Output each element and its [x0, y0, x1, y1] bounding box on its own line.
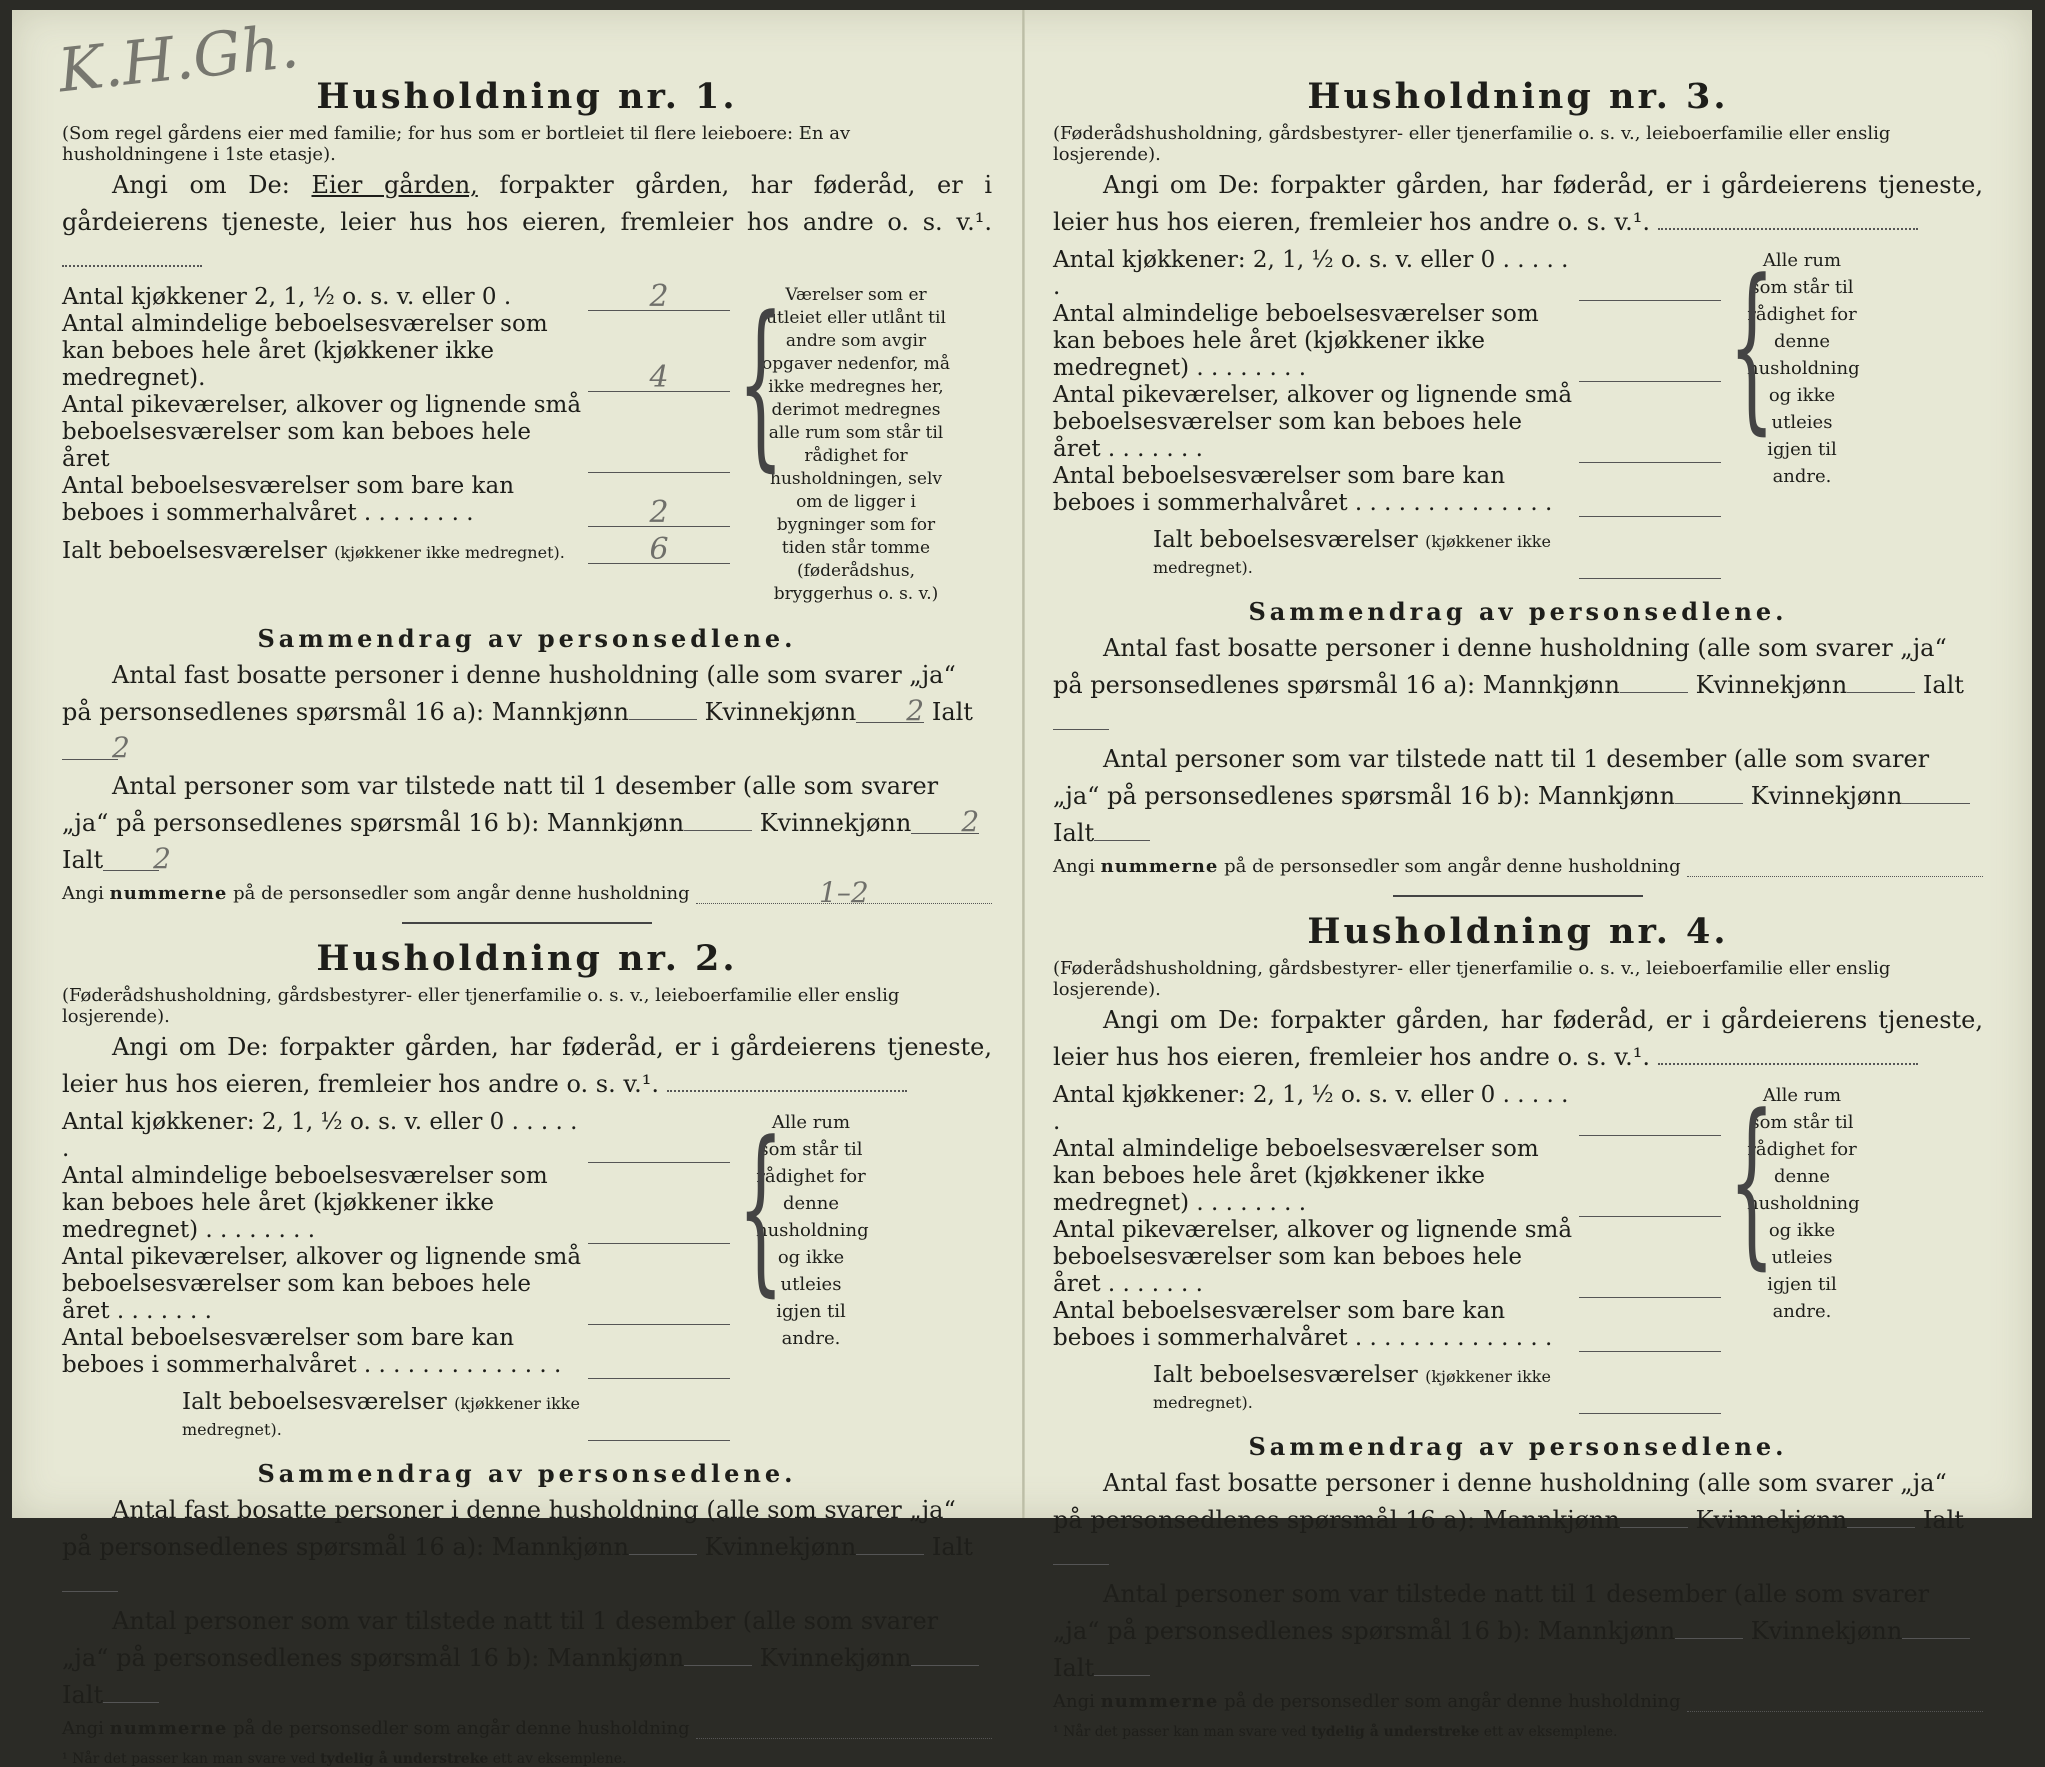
nummer-value[interactable] — [1687, 856, 1983, 877]
room-value[interactable]: 4 — [588, 365, 730, 392]
kvinne-a[interactable]: 2 — [856, 700, 924, 723]
ialt-value[interactable] — [588, 1414, 730, 1441]
room-value[interactable]: 2 — [588, 500, 730, 527]
household-2 — [62, 924, 992, 1767]
room-value[interactable] — [588, 1352, 730, 1379]
room-value[interactable] — [588, 446, 730, 473]
mann-b[interactable] — [1675, 1616, 1743, 1639]
ialt-b[interactable]: 2 — [103, 848, 159, 871]
ialt-b[interactable] — [103, 1680, 159, 1703]
household-3 — [1053, 10, 1983, 897]
room-value[interactable] — [588, 1298, 730, 1325]
nummer-value[interactable]: 1–2 — [696, 883, 992, 904]
ialt-label: Ialt beboelsesværelser — [62, 538, 327, 564]
nummer-line: Angi nummerne på de personsedler som angår denne husholdning — [1053, 856, 1983, 877]
room-line-label: Antal kjøkkener: 2, 1, ½ o. s. v. eller 0 . . . . . . — [1053, 247, 1569, 300]
brace-note: Alle rum som står til rådighet for denne husholdning og ikke utleies igjen til andre. — [1747, 1085, 1860, 1322]
rooms-block: Antal kjøkkener 2, 1, ½ o. s. v. eller 0 . 2 Antal almindelige beboelsesværelser som kan beboes hele året (kjøkkener ikke medregnet). 4 Antal pikeværelser, alkover og lignende små beboelsesværelser som kan beboes hele året Antal beboelsesværelser som bare kan beboes i sommerhalvåret . . . . . . . . 2 Ialt beboelsesværelser (kjøkkener ikke medregnet). 6 { Værelser som er utleiet eller utlånt til andre som avgir opgaver nedenfor, må ikke medregnes her, derimot medregnes alle rum som står til rådighet for husholdningen, selv om de ligger i bygninger som for tiden står tomme (føderådshus, bryggerhus o. s. v.) — [62, 284, 992, 606]
room-value[interactable] — [588, 1136, 730, 1163]
room-line-label: Antal beboelsesværelser som bare kan beboes i sommerhalvåret . . . . . . . . . . . . . . — [62, 1325, 562, 1378]
room-value[interactable]: 2 — [588, 284, 730, 311]
summary-block: Sammendrag av personsedlene. Antal fast bosatte personer i denne husholdning (alle som svarer „ja“ på personsedlenes spørsmål 16 a): Mannkjønn Kvinnekjønn Ialt Antal personer som var tilstede natt til 1 desember (alle som svarer „ja“ på personsedlenes spørsmål 16 b): Mannkjønn Kvinnekjønn Ialt Angi nummerne på de personsedler som angår denne husholdning ¹ Når det passer kan man svare ved tydelig å understreke ett av eksemplene. — [62, 1459, 992, 1767]
summary-title: Sammendrag av personsedlene. — [257, 624, 797, 653]
household-subtitle: (Føderådshusholdning, gårdsbestyrer- eller tjenerfamilie o. s. v., leieboerfamilie eller enslig losjerende). — [62, 985, 900, 1027]
mann-b[interactable] — [1675, 781, 1743, 804]
ialt-label: Ialt beboelsesværelser — [1153, 527, 1418, 553]
room-value[interactable] — [1579, 1109, 1721, 1136]
summary-title: Sammendrag av personsedlene. — [257, 1459, 797, 1488]
room-value[interactable] — [1579, 490, 1721, 517]
ialt-label: Ialt beboelsesværelser — [182, 1389, 447, 1415]
household-subtitle: (Føderådshusholdning, gårdsbestyrer- eller tjenerfamilie o. s. v., leieboerfamilie eller enslig losjerende). — [1053, 123, 1891, 165]
room-line-label: Antal pikeværelser, alkover og lignende små beboelsesværelser som kan beboes hele året . . . . . . . — [1053, 382, 1573, 462]
brace-note: Alle rum som står til rådighet for denne husholdning og ikke utleies igjen til andre. — [1747, 250, 1860, 487]
kvinne-a[interactable] — [856, 1532, 924, 1555]
ialt-a[interactable]: 2 — [62, 737, 118, 760]
kvinne-a[interactable] — [1847, 1505, 1915, 1528]
summary-title: Sammendrag av personsedlene. — [1248, 597, 1788, 626]
footnote: ¹ Når det passer kan man svare ved tydelig å understreke ett av eksemplene. — [1053, 1724, 1618, 1740]
ialt-b[interactable] — [1094, 818, 1150, 841]
nummer-value[interactable] — [696, 1718, 992, 1739]
household-1 — [62, 10, 992, 924]
ialt-value[interactable]: 6 — [588, 537, 730, 564]
room-line-label: Antal beboelsesværelser som bare kan beboes i sommerhalvåret . . . . . . . . . . . . . . — [1053, 463, 1553, 516]
mann-b[interactable] — [684, 1643, 752, 1666]
brace: { — [1728, 1077, 1775, 1286]
brace: { — [737, 279, 784, 488]
household-title: Husholdning nr. 3. — [1307, 76, 1729, 117]
nummer-line: Angi nummerne på de personsedler som angår denne husholdning — [62, 1718, 992, 1739]
brace: { — [737, 1104, 784, 1313]
household-subtitle: (Som regel gårdens eier med familie; for hus som er bortleiet til flere leieboere: En av husholdningene i 1ste etasje). — [62, 123, 851, 165]
nummer-value[interactable] — [1687, 1691, 1983, 1712]
angi-status: Angi om De: forpakter gården, har føderåd, er i gårdeierens tjeneste, leier hus hos eieren, fremleier hos andre o. s. v.¹. — [1053, 1006, 1983, 1071]
household-title: Husholdning nr. 1. — [316, 76, 738, 117]
room-value[interactable] — [1579, 355, 1721, 382]
angi-status: Angi om De: forpakter gården, har føderåd, er i gårdeierens tjeneste, leier hus hos eieren, fremleier hos andre o. s. v.¹. — [1053, 171, 1983, 236]
nummer-line: Angi nummerne på de personsedler som angår denne husholdning 1–2 — [62, 883, 992, 904]
kvinne-a[interactable] — [1847, 670, 1915, 693]
kvinne-b[interactable] — [1902, 1616, 1970, 1639]
angi-status: Angi om De: forpakter gården, har føderåd, er i gårdeierens tjeneste, leier hus hos eieren, fremleier hos andre o. s. v.¹. — [62, 1033, 992, 1098]
kvinne-b[interactable] — [1902, 781, 1970, 804]
room-value[interactable] — [1579, 1325, 1721, 1352]
brace-note: Alle rum som står til rådighet for denne husholdning og ikke utleies igjen til andre. — [756, 1112, 869, 1349]
room-line-label: Antal beboelsesværelser som bare kan beboes i sommerhalvåret . . . . . . . . . . . . . . — [1053, 1298, 1553, 1351]
ialt-value[interactable] — [1579, 552, 1721, 579]
ialt-a[interactable] — [1053, 1542, 1109, 1565]
household-title: Husholdning nr. 4. — [1307, 911, 1729, 952]
page-fold — [1022, 10, 1025, 1518]
room-line-label: Antal almindelige beboelsesværelser som kan beboes hele året (kjøkkener ikke medregnet). — [62, 311, 548, 391]
room-value[interactable] — [1579, 274, 1721, 301]
kvinne-b[interactable]: 2 — [911, 811, 979, 834]
angi-status: Angi om De: Eier gården, forpakter gården, har føderåd, er i gårdeierens tjeneste, leier hus hos eieren, fremleier hos andre o. s. v.¹. — [62, 167, 992, 278]
ialt-b[interactable] — [1094, 1653, 1150, 1676]
summary-block: Sammendrag av personsedlene. Antal fast bosatte personer i denne husholdning (alle som svarer „ja“ på personsedlenes spørsmål 16 a): Mannkjønn Kvinnekjønn 2 Ialt2 Antal personer som var tilstede natt til 1 desember (alle som svarer „ja“ på personsedlenes spørsmål 16 b): Mannkjønn Kvinnekjønn 2 Ialt 2 Angi nummerne på de personsedler som angår denne husholdning 1–2 — [62, 624, 992, 924]
room-line-label: Antal pikeværelser, alkover og lignende små beboelsesværelser som kan beboes hele året . . . . . . . — [62, 1244, 582, 1324]
ialt-value[interactable] — [1579, 1387, 1721, 1414]
mann-b[interactable] — [684, 808, 752, 831]
household-title: Husholdning nr. 2. — [316, 938, 738, 979]
room-value[interactable] — [1579, 1190, 1721, 1217]
summary-block: Sammendrag av personsedlene. Antal fast bosatte personer i denne husholdning (alle som svarer „ja“ på personsedlenes spørsmål 16 a): Mannkjønn Kvinnekjønn Ialt Antal personer som var tilstede natt til 1 desember (alle som svarer „ja“ på personsedlenes spørsmål 16 b): Mannkjønn Kvinnekjønn Ialt Angi nummerne på de personsedler som angår denne husholdning ¹ Når det passer kan man svare ved tydelig å understreke ett av eksemplene. — [1053, 1432, 1983, 1740]
rooms-block: Antal kjøkkener: 2, 1, ½ o. s. v. eller 0 . . . . . . Antal almindelige beboelsesværelser som kan beboes hele året (kjøkkener ikke medregnet) . . . . . . . . Antal pikeværelser, alkover og lignende små beboelsesværelser som kan beboes hele året . . . . . . . Antal beboelsesværelser som bare kan beboes i sommerhalvåret . . . . . . . . . . . . . . Ialt beboelsesværelser (kjøkkener ikke medregnet). { Alle rum som står til rådighet for denne husholdning og ikke utleies igjen til andre. — [1053, 1077, 1860, 1412]
rooms-block: Antal kjøkkener: 2, 1, ½ o. s. v. eller 0 . . . . . . Antal almindelige beboelsesværelser som kan beboes hele året (kjøkkener ikke medregnet) . . . . . . . . Antal pikeværelser, alkover og lignende små beboelsesværelser som kan beboes hele året . . . . . . . Antal beboelsesværelser som bare kan beboes i sommerhalvåret . . . . . . . . . . . . . . Ialt beboelsesværelser (kjøkkener ikke medregnet). { Alle rum som står til rådighet for denne husholdning og ikke utleies igjen til andre. — [1053, 242, 1860, 577]
room-line-label: Antal beboelsesværelser som bare kan beboes i sommerhalvåret . . . . . . . . — [62, 473, 515, 526]
mann-a[interactable] — [629, 697, 697, 720]
left-column — [62, 10, 992, 1767]
room-value[interactable] — [588, 1217, 730, 1244]
mann-a[interactable] — [1620, 670, 1688, 693]
ialt-a[interactable] — [1053, 707, 1109, 730]
rooms-block: Antal kjøkkener: 2, 1, ½ o. s. v. eller 0 . . . . . . Antal almindelige beboelsesværelser som kan beboes hele året (kjøkkener ikke medregnet) . . . . . . . . Antal pikeværelser, alkover og lignende små beboelsesværelser som kan beboes hele året . . . . . . . Antal beboelsesværelser som bare kan beboes i sommerhalvåret . . . . . . . . . . . . . . Ialt beboelsesværelser (kjøkkener ikke medregnet). { Alle rum som står til rådighet for denne husholdning og ikke utleies igjen til andre. — [62, 1104, 869, 1439]
ialt-a[interactable] — [62, 1569, 118, 1592]
household-4 — [1053, 897, 1983, 1740]
room-line-label: Antal kjøkkener: 2, 1, ½ o. s. v. eller 0 . . . . . . — [62, 1109, 578, 1162]
household-subtitle: (Føderådshusholdning, gårdsbestyrer- eller tjenerfamilie o. s. v., leieboerfamilie eller enslig losjerende). — [1053, 958, 1891, 1000]
kvinne-b[interactable] — [911, 1643, 979, 1666]
room-line-label: Antal kjøkkener 2, 1, ½ o. s. v. eller 0 . — [62, 284, 512, 310]
room-line-label: Antal almindelige beboelsesværelser som kan beboes hele året (kjøkkener ikke medregnet) . . . . . . . . — [1053, 1136, 1539, 1216]
summary-title: Sammendrag av personsedlene. — [1248, 1432, 1788, 1461]
room-line-label: Antal almindelige beboelsesværelser som kan beboes hele året (kjøkkener ikke medregnet) . . . . . . . . — [62, 1163, 548, 1243]
mann-a[interactable] — [629, 1532, 697, 1555]
right-column — [1053, 10, 1983, 1740]
underlined-answer: Eier gården, — [311, 171, 478, 199]
mann-a[interactable] — [1620, 1505, 1688, 1528]
brace: { — [1728, 242, 1775, 451]
summary-block: Sammendrag av personsedlene. Antal fast bosatte personer i denne husholdning (alle som svarer „ja“ på personsedlenes spørsmål 16 a): Mannkjønn Kvinnekjønn Ialt Antal personer som var tilstede natt til 1 desember (alle som svarer „ja“ på personsedlenes spørsmål 16 b): Mannkjønn Kvinnekjønn Ialt Angi nummerne på de personsedler som angår denne husholdning — [1053, 597, 1983, 897]
room-line-label: Antal pikeværelser, alkover og lignende små beboelsesværelser som kan beboes hele året . . . . . . . — [1053, 1217, 1573, 1297]
brace-note: Værelser som er utleiet eller utlånt til andre som avgir opgaver nedenfor, må ikke medregnes her, derimot medregnes alle rum som står til rådighet for husholdningen, selv om de ligger i bygninger som for tiden står tomme (føderådshus, bryggerhus o. s. v.) — [761, 285, 951, 604]
room-line-label: Antal pikeværelser, alkover og lignende små beboelsesværelser som kan beboes hele året — [62, 392, 582, 472]
room-value[interactable] — [1579, 436, 1721, 463]
room-line-label: Antal almindelige beboelsesværelser som kan beboes hele året (kjøkkener ikke medregnet) . . . . . . . . — [1053, 301, 1539, 381]
nummer-line: Angi nummerne på de personsedler som angår denne husholdning — [1053, 1691, 1983, 1712]
corner-handwriting: K.H.Gh. — [55, 11, 302, 107]
footnote: ¹ Når det passer kan man svare ved tydelig å understreke ett av eksemplene. — [62, 1751, 627, 1767]
room-value[interactable] — [1579, 1271, 1721, 1298]
room-line-label: Antal kjøkkener: 2, 1, ½ o. s. v. eller 0 . . . . . . — [1053, 1082, 1569, 1135]
ialt-label: Ialt beboelsesværelser — [1153, 1362, 1418, 1388]
